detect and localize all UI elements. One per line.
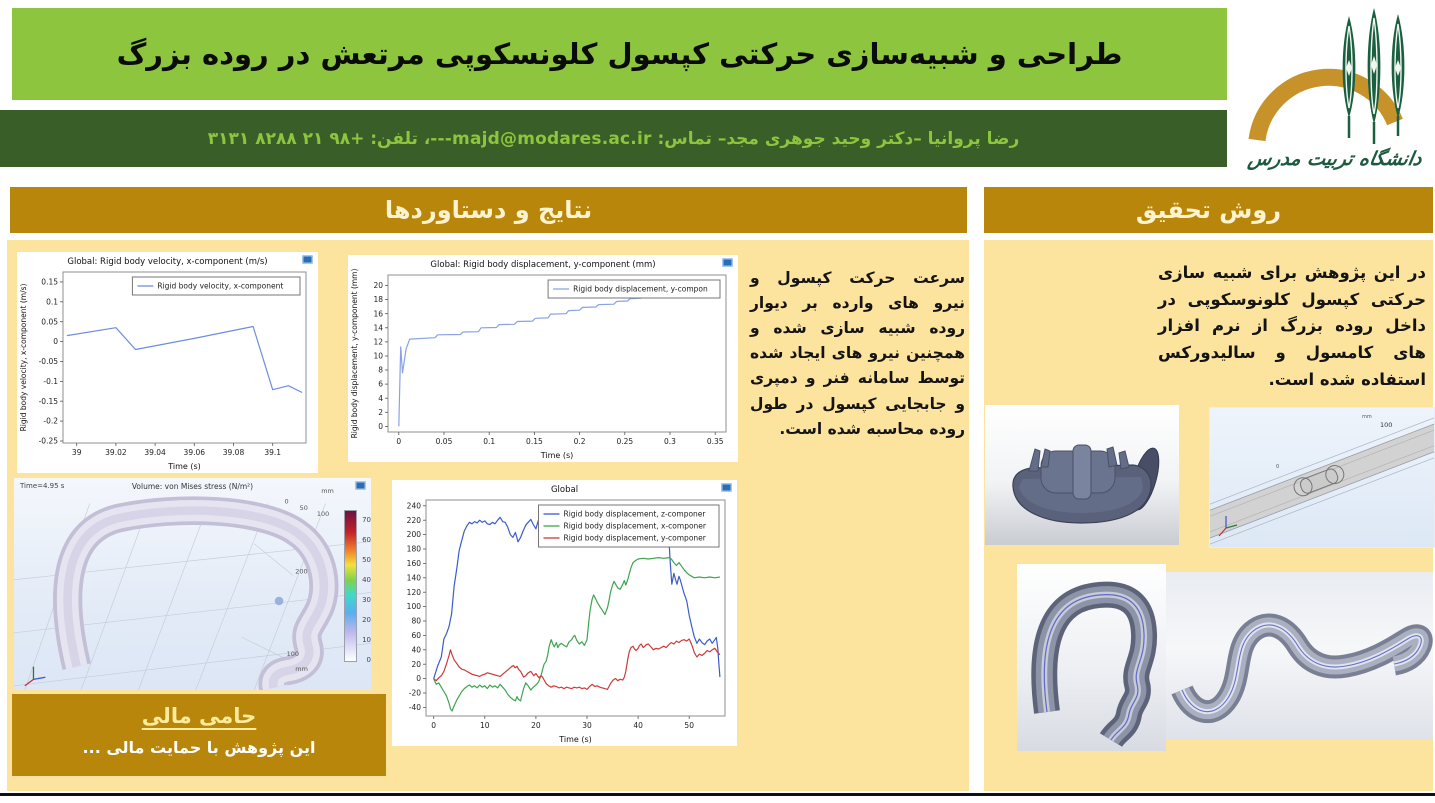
- svg-text:12: 12: [373, 337, 383, 347]
- svg-text:18: 18: [373, 295, 383, 305]
- colorbar-tick-label: 20: [362, 616, 371, 624]
- colorbar-tick-label: 10: [362, 636, 371, 644]
- svg-text:4: 4: [378, 393, 383, 403]
- svg-text:0.25: 0.25: [616, 437, 634, 446]
- university-logo-caption: دانشگاه تربیت مدرس: [1246, 148, 1424, 170]
- svg-text:10: 10: [480, 721, 490, 730]
- colorbar-tick-label: 60: [362, 536, 371, 544]
- svg-text:6: 6: [378, 379, 383, 389]
- svg-text:Global: Rigid body velocity, x: Global: Rigid body velocity, x-component (m/s): [67, 257, 268, 267]
- channel-origin-label: 0: [1276, 464, 1280, 470]
- svg-text:20: 20: [411, 659, 421, 669]
- svg-text:mm: mm: [295, 664, 308, 673]
- snapshot-icon: [302, 255, 313, 264]
- svg-text:100: 100: [286, 650, 299, 659]
- svg-text:Rigid body displacement, y-com: Rigid body displacement, y-component (mm): [350, 268, 359, 439]
- svg-text:140: 140: [406, 573, 421, 583]
- svg-text:60: 60: [411, 631, 421, 640]
- capsule-cad-icon: [985, 405, 1179, 545]
- svg-text:50: 50: [684, 721, 694, 730]
- svg-text:0.3: 0.3: [664, 437, 676, 446]
- colorbar-tick-label: 30: [362, 596, 371, 604]
- university-logo: [1237, 0, 1433, 184]
- colon-front-icon: [1017, 564, 1166, 751]
- svg-text:-0.2: -0.2: [43, 416, 58, 426]
- svg-text:0.1: 0.1: [46, 297, 58, 307]
- svg-text:14: 14: [373, 323, 383, 333]
- svg-text:Rigid body displacement, z-com: Rigid body displacement, z-componer: [563, 509, 706, 519]
- svg-text:8: 8: [378, 365, 383, 375]
- global-displacement-chart: [392, 480, 737, 746]
- svg-text:0.05: 0.05: [435, 437, 453, 446]
- svg-text:39.02: 39.02: [105, 448, 127, 457]
- svg-text:20: 20: [373, 281, 383, 291]
- svg-text:10: 10: [373, 351, 383, 361]
- svg-text:0.2: 0.2: [573, 437, 586, 446]
- svg-text:mm: mm: [321, 486, 334, 495]
- svg-text:20: 20: [531, 721, 541, 730]
- svg-text:Rigid body displacement, y-com: Rigid body displacement, y-componer: [563, 533, 706, 543]
- svg-text:160: 160: [406, 559, 421, 568]
- capsule-channel-icon: [1210, 408, 1434, 547]
- results-section-header: [10, 187, 967, 233]
- sponsor-title: حامی مالی: [141, 704, 257, 728]
- colorbar-tick-label: 0: [366, 656, 371, 664]
- svg-text:40: 40: [411, 645, 421, 655]
- svg-text:16: 16: [373, 309, 383, 319]
- svg-text:30: 30: [582, 721, 592, 730]
- channel-dim-label: 100: [1380, 421, 1393, 429]
- svg-text:Rigid body velocity, x-compone: Rigid body velocity, x-component (m/s): [19, 283, 28, 432]
- svg-text:220: 220: [406, 515, 421, 525]
- sponsor-box: [12, 694, 386, 776]
- svg-text:Rigid body displacement, y-com: Rigid body displacement, y-compon: [573, 284, 708, 294]
- svg-text:39.1: 39.1: [264, 448, 282, 457]
- svg-text:240: 240: [406, 501, 421, 511]
- svg-text:Rigid body displacement, x-com: Rigid body displacement, x-componer: [563, 521, 706, 531]
- bottom-divider: [0, 793, 1435, 796]
- authors-contact-text: رضا پروانیا –دکتر وحید جوهری مجد– تماس: majd@modares.ac.ir---، تلفن: +۹۸ ۲۱ ۸۲۸۸ ۳۱۳۱: [207, 128, 1020, 149]
- svg-text:39: 39: [71, 448, 82, 457]
- capsule-channel-render: [1209, 407, 1435, 548]
- svg-text:100: 100: [406, 602, 421, 612]
- university-logo-icon: [1237, 0, 1433, 150]
- results-paragraph: سرعت حرکت کپسول و نیرو های وارده بر دیوار روده شبیه سازی شده و همچنین نیرو های ایجاد شده توسط سامانه فنر و دمپری و جابجایی کپسول در طول روده محاسبه شده است.: [750, 269, 965, 438]
- svg-text:120: 120: [406, 587, 421, 597]
- svg-text:80: 80: [411, 616, 421, 626]
- svg-text:39.06: 39.06: [183, 448, 206, 457]
- svg-text:0.15: 0.15: [526, 437, 543, 446]
- svg-text:Time (s): Time (s): [559, 735, 592, 744]
- svg-text:200: 200: [295, 567, 308, 576]
- svg-text:0: 0: [378, 422, 383, 431]
- poster-title: طراحی و شبیه‌سازی حرکتی کپسول کلونسکوپی مرتعش در روده بزرگ: [116, 37, 1123, 71]
- svg-text:0: 0: [396, 437, 402, 446]
- velocity-x-chart: [17, 252, 318, 473]
- cypress-trees-icon: [1343, 8, 1405, 144]
- von-mises-time-label: Time=4.95 s: [20, 482, 65, 490]
- axis-triad-icon: [25, 667, 46, 686]
- svg-text:0: 0: [416, 674, 421, 684]
- svg-text:39.08: 39.08: [222, 448, 245, 457]
- svg-text:0.35: 0.35: [706, 437, 724, 446]
- svg-text:Global: Global: [550, 485, 579, 495]
- results-section-title: نتایج و دستاوردها: [384, 196, 593, 224]
- poster-title-bar: [12, 8, 1227, 100]
- svg-text:0.05: 0.05: [41, 317, 58, 327]
- svg-text:-20: -20: [408, 688, 421, 698]
- snapshot-icon: [722, 258, 733, 267]
- svg-text:0.15: 0.15: [41, 277, 58, 287]
- colorbar-tick-label: 40: [362, 576, 371, 584]
- method-paragraph: در این پژوهش برای شبیه سازی حرکتی کپسول کلونوسکوپی در داخل روده بزرگ از نرم افزار های کامسول و سالیدورکس استفاده شده است.: [1158, 263, 1426, 389]
- svg-text:-0.05: -0.05: [38, 357, 58, 367]
- colon-stress-render: [14, 478, 371, 690]
- svg-text:0.1: 0.1: [483, 437, 496, 446]
- von-mises-figure: [14, 478, 371, 690]
- snapshot-icon: [721, 483, 732, 492]
- svg-text:Rigid body velocity, x-compone: Rigid body velocity, x-component: [157, 281, 284, 291]
- colorbar-tick-label: 50: [362, 556, 371, 564]
- colon-side-icon: [1166, 572, 1433, 740]
- svg-text:40: 40: [633, 721, 643, 730]
- stress-colorbar: [344, 510, 357, 662]
- svg-text:Time (s): Time (s): [168, 462, 201, 471]
- displacement-y-chart: [348, 255, 738, 462]
- colon-cad-side-render: [1166, 572, 1433, 740]
- channel-unit-label: mm: [1362, 414, 1372, 420]
- capsule-cad-render: [985, 405, 1179, 545]
- svg-text:180: 180: [406, 544, 421, 554]
- colorbar-tick-label: 70: [362, 516, 371, 524]
- svg-text:-0.1: -0.1: [43, 377, 58, 386]
- svg-text:50: 50: [299, 503, 308, 512]
- von-mises-title: Volume: von Mises stress (N/m²): [131, 482, 254, 491]
- colon-cad-front-render: [1017, 564, 1166, 751]
- authors-contact-bar: [0, 110, 1227, 167]
- method-section-header: [984, 187, 1433, 233]
- svg-text:-0.25: -0.25: [38, 436, 58, 446]
- svg-text:0: 0: [431, 721, 437, 730]
- svg-text:Time (s): Time (s): [540, 451, 574, 460]
- svg-text:0: 0: [53, 337, 58, 347]
- svg-text:200: 200: [406, 530, 421, 540]
- svg-text:-0.15: -0.15: [38, 396, 58, 406]
- svg-text:-40: -40: [408, 703, 421, 712]
- svg-text:2: 2: [378, 407, 383, 417]
- svg-text:100: 100: [316, 510, 330, 519]
- svg-text:39.04: 39.04: [144, 448, 166, 457]
- method-section-title: روش تحقیق: [1135, 196, 1282, 224]
- sponsor-text: این پژوهش با حمایت مالی ...: [82, 738, 316, 757]
- svg-text:Global: Rigid body displacemen: Global: Rigid body displacement, y-component (mm): [430, 260, 656, 270]
- svg-text:0: 0: [284, 497, 289, 506]
